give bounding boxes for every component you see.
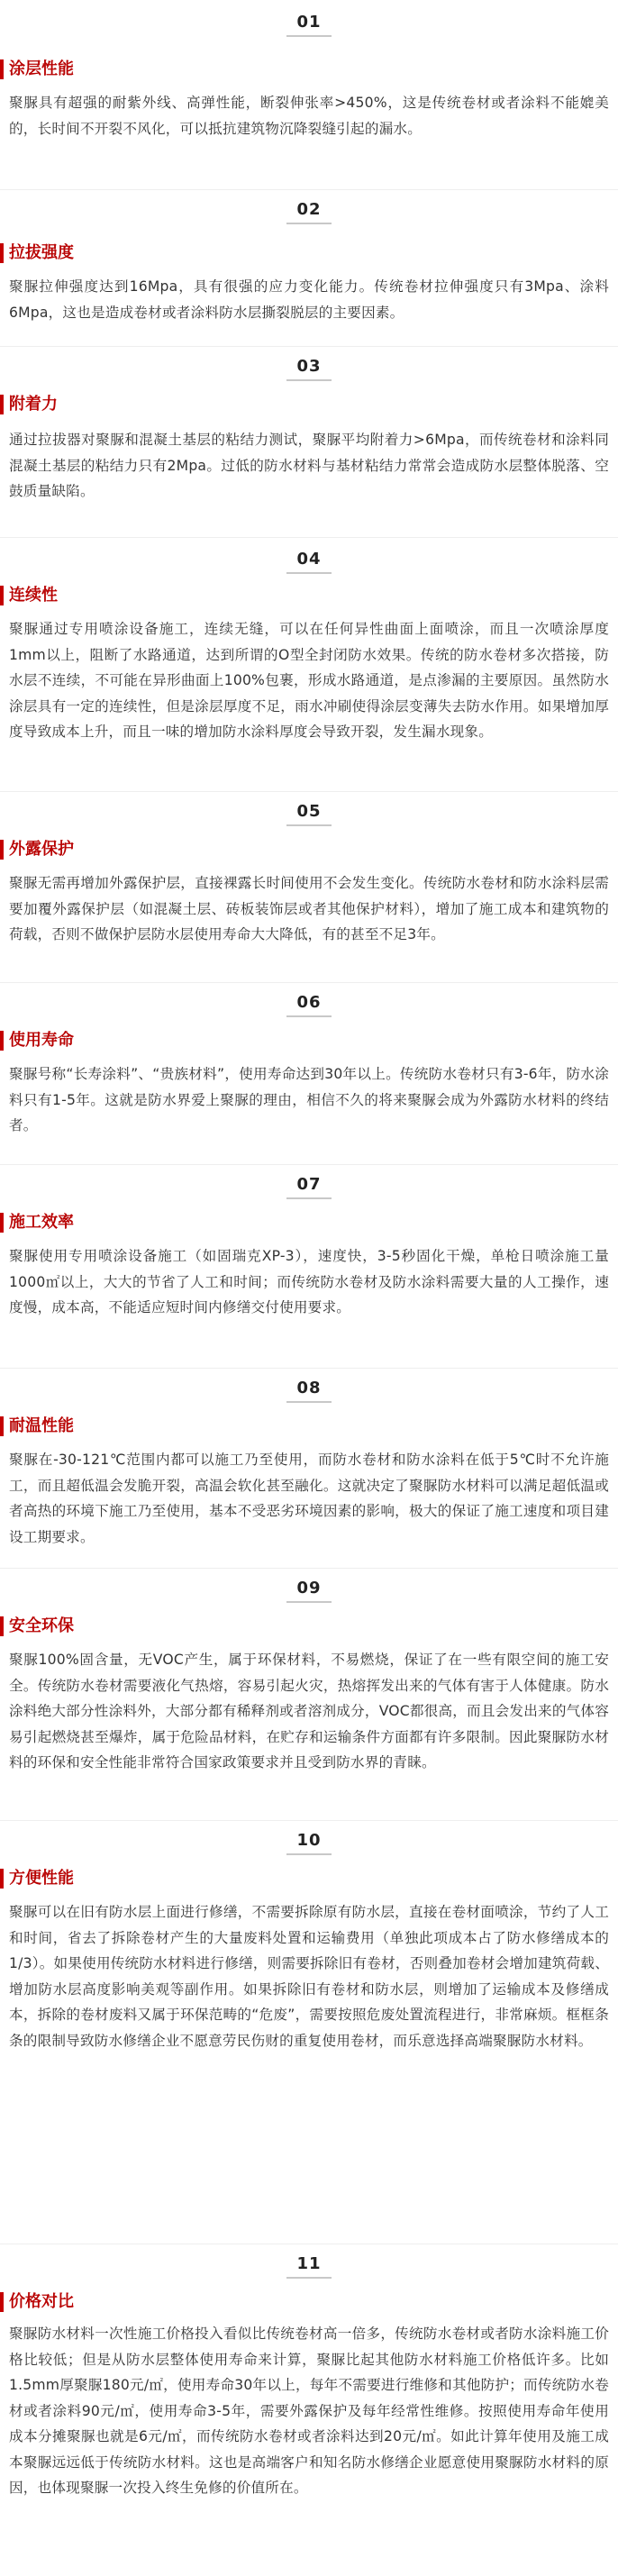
section-number-wrap — [0, 1379, 618, 1402]
section-divider — [0, 791, 618, 792]
section-body: 聚脲在-30-121℃范围内都可以施工乃至使用，而防水卷材和防水涂料在低于5℃时不允许施工，而且超低温会发脆开裂，高温会软化甚至融化。这就决定了聚脲防水材料可以满足超低温或者高热的环境下施工乃至使用，基本不受恶劣环境因素的影响，极大的保证了施工速度和项目建设工期要求。 — [9, 1452, 609, 1545]
section-divider — [0, 537, 618, 538]
section-title-marker — [0, 1031, 4, 1051]
section-body: 聚脲100%固含量，无VOC产生，属于环保材料，不易燃烧，保证了在一些有限空间的施工安全。传统防水卷材需要液化气热熔，容易引起火灾，热熔挥发出来的气体有害于人体健康。防水涂料绝大部分性涂料外，大部分都有稀释剂或者溶剂成分，VOC都很高，而且会发出来的气体容易引起燃烧甚至爆炸，属于危险品材料，在贮存和运输条件方面都有许多限制。因此聚脲防水材料的环保和安全性能非常符合国家政策要求并且受到防水界的青睐。 — [9, 1652, 609, 1770]
section-body: 聚脲使用专用喷涂设备施工（如固瑞克XP-3），速度快，3-5秒固化干燥，单枪日喷涂施工量1000㎡以上，大大的节省了人工和时间；而传统防水卷材及防水涂料需要大量的人工操作，速度慢，成本高，不能适应短时间内修缮交付使用要求。 — [9, 1248, 609, 1315]
section-divider — [0, 982, 618, 983]
section-title-marker — [0, 395, 4, 414]
section-title: 外露保护 — [9, 840, 74, 859]
section-body: 聚脲具有超强的耐紫外线、高弹性能，断裂伸张率>450%，这是传统卷材或者涂料不能媲美的，长时间不开裂不风化，可以抵抗建筑物沉降裂缝引起的漏水。 — [9, 95, 609, 137]
section-number-underline — [286, 2277, 332, 2279]
section-number-underline — [286, 223, 332, 224]
section-number-wrap — [0, 357, 618, 380]
section-body: 聚脲可以在旧有防水层上面进行修缮，不需要拆除原有防水层，直接在卷材面喷涂，节约了人工和时间，省去了拆除卷材产生的大量废料处置和运输费用（单独此项成本占了防水修缮成本的1/3）。如果使用传统防水材料进行修缮，则需要拆除旧有卷材，否则叠加卷材会增加建筑荷载、增加防水层高度影响美观等副作用。如果拆除旧有卷材和防水层，则增加了运输成本及修缮成本，拆除的卷材废料又属于环保范畴的“危废”，需要按照危废处置流程进行，非常麻烦。框框条条的限制导致防水修缮企业不愿意劳民伤财的重复使用卷材，而乐意选择高端聚脲防水材料。 — [9, 1904, 609, 2049]
section-divider — [0, 1568, 618, 1569]
section-number: 10 — [296, 1831, 322, 1850]
section-number-underline — [286, 1197, 332, 1199]
section-title-marker — [0, 840, 4, 860]
section-number-wrap — [0, 13, 618, 36]
section-title: 价格对比 — [9, 2292, 74, 2311]
section-number-wrap — [0, 993, 618, 1016]
section-title-marker — [0, 243, 4, 263]
section-title: 拉拔强度 — [9, 243, 74, 262]
section-title-marker — [0, 1213, 4, 1233]
section-number-underline — [286, 1601, 332, 1603]
section-number-underline — [286, 1015, 332, 1017]
section-number-wrap — [0, 1831, 618, 1854]
section-number: 02 — [296, 200, 322, 219]
section-body: 聚脲号称“长寿涂料”、“贵族材料”，使用寿命达到30年以上。传统防水卷材只有3-6年，防水涂料只有1-5年。这就是防水界爱上聚脲的理由，相信不久的将来聚脲会成为外露防水材料的终结者。 — [9, 1066, 609, 1133]
section-number: 04 — [296, 550, 322, 569]
section-body: 聚脲无需再增加外露保护层，直接裸露长时间使用不会发生变化。传统防水卷材和防水涂料层需要加覆外露保护层（如混凝土层、砖板装饰层或者其他保护材料），增加了施工成本和建筑物的荷载，否则不做保护层防水层使用寿命大大降低，有的甚至不足3年。 — [9, 875, 609, 942]
section-number: 05 — [296, 802, 322, 821]
section-body: 聚脲拉伸强度达到16Mpa，具有很强的应力变化能力。传统卷材拉伸强度只有3Mpa、涂料6Mpa，这也是造成卷材或者涂料防水层撕裂脱层的主要因素。 — [9, 278, 609, 321]
section-number-underline — [286, 824, 332, 826]
section-title: 施工效率 — [9, 1213, 74, 1232]
section-title: 安全环保 — [9, 1616, 74, 1635]
section-number-wrap — [0, 802, 618, 825]
section-title-marker — [0, 2292, 4, 2312]
section-number: 06 — [296, 993, 322, 1012]
section-divider — [0, 1820, 618, 1821]
section-title: 使用寿命 — [9, 1031, 74, 1050]
section-title-marker — [0, 586, 4, 605]
section-number-underline — [286, 35, 332, 37]
section-title: 耐温性能 — [9, 1416, 74, 1435]
section-number-underline — [286, 572, 332, 574]
section-number-wrap — [0, 200, 618, 223]
section-title: 方便性能 — [9, 1869, 74, 1888]
section-number-wrap — [0, 550, 618, 573]
section-divider — [0, 346, 618, 347]
section-title-marker — [0, 1869, 4, 1889]
section-number-wrap — [0, 1579, 618, 1602]
section-number-wrap — [0, 1175, 618, 1198]
section-title-marker — [0, 1616, 4, 1636]
section-number-underline — [286, 379, 332, 381]
section-number: 07 — [296, 1175, 322, 1194]
section-divider — [0, 189, 618, 190]
section-title: 涂层性能 — [9, 59, 74, 78]
section-body: 聚脲通过专用喷涂设备施工，连续无缝，可以在任何异性曲面上面喷涂，而且一次喷涂厚度1mm以上，阻断了水路通道，达到所谓的O型全封闭防水效果。传统的防水卷材多次搭接，防水层不连续，不可能在异形曲面上100%包裹，形成水路通道，是点渗漏的主要原因。虽然防水涂层具有一定的连续性，但是涂层厚度不足，雨水冲刷使得涂层变薄失去防水作用。如果增加厚度导致成本上升，而且一味的增加防水涂料厚度会导致开裂，发生漏水现象。 — [9, 621, 609, 740]
section-number-underline — [286, 1401, 332, 1403]
section-number: 03 — [296, 357, 322, 376]
section-number-wrap — [0, 2254, 618, 2278]
section-body: 通过拉拔器对聚脲和混凝土基层的粘结力测试，聚脲平均附着力>6Mpa，而传统卷材和涂料同混凝土基层的粘结力只有2Mpa。过低的防水材料与基材粘结力常常会造成防水层整体脱落、空鼓质量缺陷。 — [9, 432, 609, 499]
section-number: 11 — [296, 2254, 322, 2273]
section-number: 09 — [296, 1579, 322, 1597]
section-number: 08 — [296, 1379, 322, 1397]
section-divider — [0, 1164, 618, 1165]
section-title-marker — [0, 1416, 4, 1436]
section-title-marker — [0, 59, 4, 79]
section-divider — [0, 1368, 618, 1369]
section-number: 01 — [296, 13, 322, 32]
section-title: 连续性 — [9, 586, 58, 605]
section-number-underline — [286, 1853, 332, 1855]
section-title: 附着力 — [9, 395, 58, 414]
section-body: 聚脲防水材料一次性施工价格投入看似比传统卷材高一倍多，传统防水卷材或者防水涂料施工价格比较低；但是从防水层整体使用寿命来计算，聚脲比起其他防水材料施工价格低许多。比如1.5mm厚聚脲180元/㎡，使用寿命30年以上，每年不需要进行维修和其他防护；而传统防水卷材或者涂料90元/㎡，使用寿命3-5年，需要外露保护及每年经常性维修。按照使用寿命年使用成本分摊聚脲也就是6元/㎡，而传统防水卷材或者涂料达到20元/㎡。如此计算年使用及施工成本聚脲远远低于传统防水材料。这也是高端客户和知名防水修缮企业愿意使用聚脲防水材料的原因，也体现聚脲一次投入终生免修的价值所在。 — [9, 2326, 609, 2496]
